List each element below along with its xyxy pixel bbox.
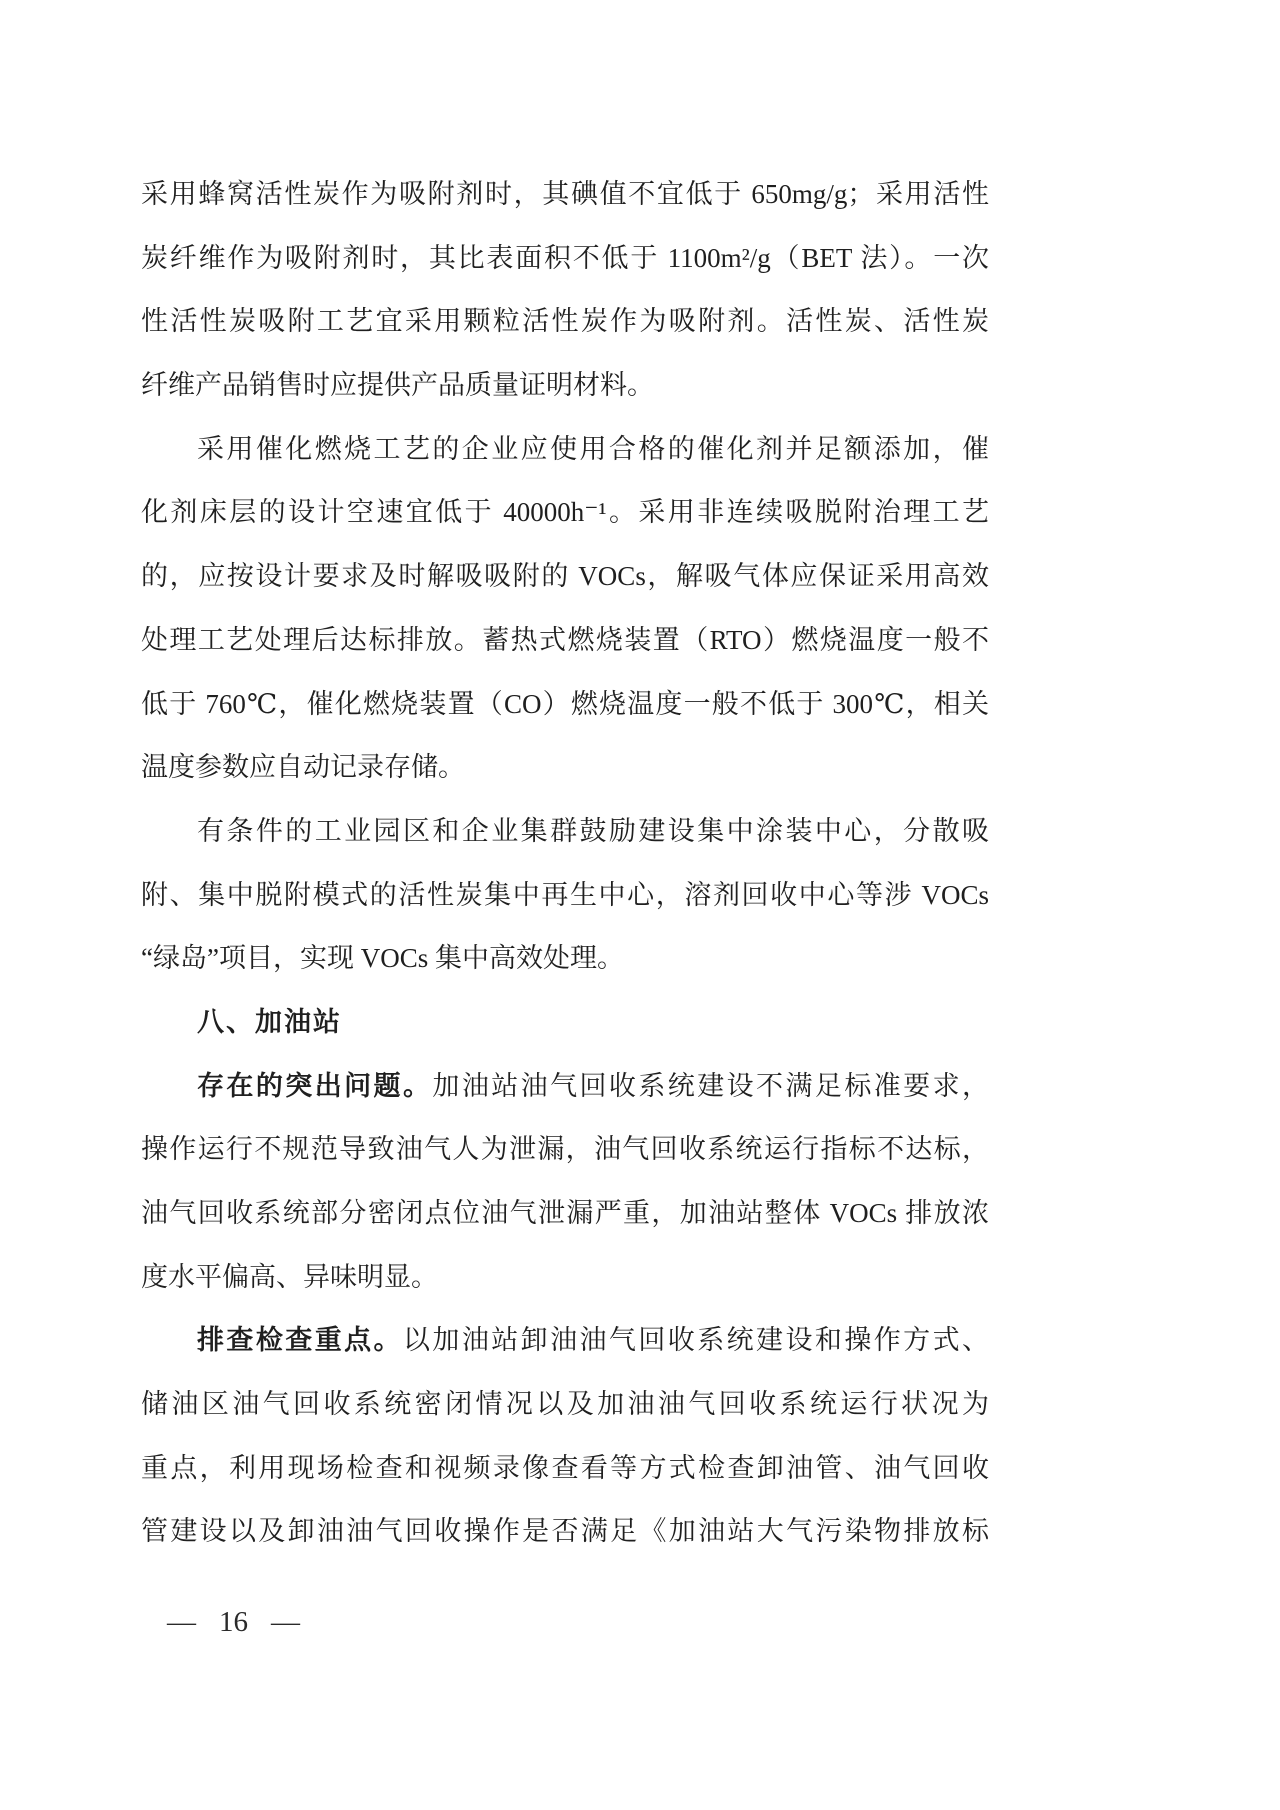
body-line: 处理工艺处理后达标排放。蓄热式燃烧装置（RTO）燃烧温度一般不 [141, 624, 989, 655]
paragraph-text: 加油站油气回收系统建设不满足标准要求， [432, 1070, 989, 1101]
page-body-text [141, 163, 989, 1564]
footer-dash-left: — [167, 1606, 196, 1638]
paragraph-lead: 排查检查重点。 [197, 1325, 403, 1356]
body-line: 附、集中脱附模式的活性炭集中再生中心，溶剂回收中心等涉 VOCs [141, 879, 989, 910]
body-line: 采用蜂窝活性炭作为吸附剂时，其碘值不宜低于 650mg/g；采用活性 [141, 179, 989, 209]
body-line: 油气回收系统部分密闭点位油气泄漏严重，加油站整体 VOCs 排放浓 [141, 1198, 989, 1228]
body-line: 炭纤维作为吸附剂时，其比表面积不低于 1100m²/g（BET 法）。一次 [141, 242, 989, 273]
body-line: 采用催化燃烧工艺的企业应使用合格的催化剂并足额添加，催 [197, 433, 989, 464]
body-line: 储油区油气回收系统密闭情况以及加油油气回收系统运行状况为 [141, 1389, 989, 1420]
paragraph-lead: 存在的突出问题。 [197, 1070, 433, 1101]
footer-dash-right: — [271, 1606, 300, 1638]
body-line: 重点，利用现场检查和视频录像查看等方式检查卸油管、油气回收 [141, 1452, 989, 1483]
section-heading: 八、加油站 [197, 1006, 342, 1037]
body-line: 有条件的工业园区和企业集群鼓励建设集中涂装中心，分散吸 [197, 815, 989, 846]
body-line: 的，应按设计要求及时解吸吸附的 VOCs，解吸气体应保证采用高效 [141, 561, 989, 592]
body-line: 度水平偏高、异味明显。 [141, 1261, 438, 1292]
body-line: 纤维产品销售时应提供产品质量证明材料。 [141, 370, 654, 401]
body-line: 性活性炭吸附工艺宜采用颗粒活性炭作为吸附剂。活性炭、活性炭 [141, 306, 989, 337]
body-line: 化剂床层的设计空速宜低于 40000h⁻¹。采用非连续吸脱附治理工艺 [141, 497, 989, 528]
body-line [141, 1309, 989, 1373]
page-footer [167, 1606, 300, 1639]
body-line: 操作运行不规范导致油气人为泄漏，油气回收系统运行指标不达标， [141, 1134, 989, 1165]
page-number: 16 [219, 1606, 248, 1638]
body-line: “绿岛”项目，实现 VOCs 集中高效处理。 [141, 943, 624, 974]
body-line: 低于 760℃，催化燃烧装置（CO）燃烧温度一般不低于 300℃，相关 [141, 688, 989, 719]
paragraph-text: 以加油站卸油油气回收系统建设和操作方式、 [402, 1325, 989, 1356]
body-line: 温度参数应自动记录存储。 [141, 752, 465, 783]
body-line [141, 1055, 989, 1119]
body-line: 管建设以及卸油油气回收操作是否满足《加油站大气污染物排放标 [141, 1516, 989, 1547]
